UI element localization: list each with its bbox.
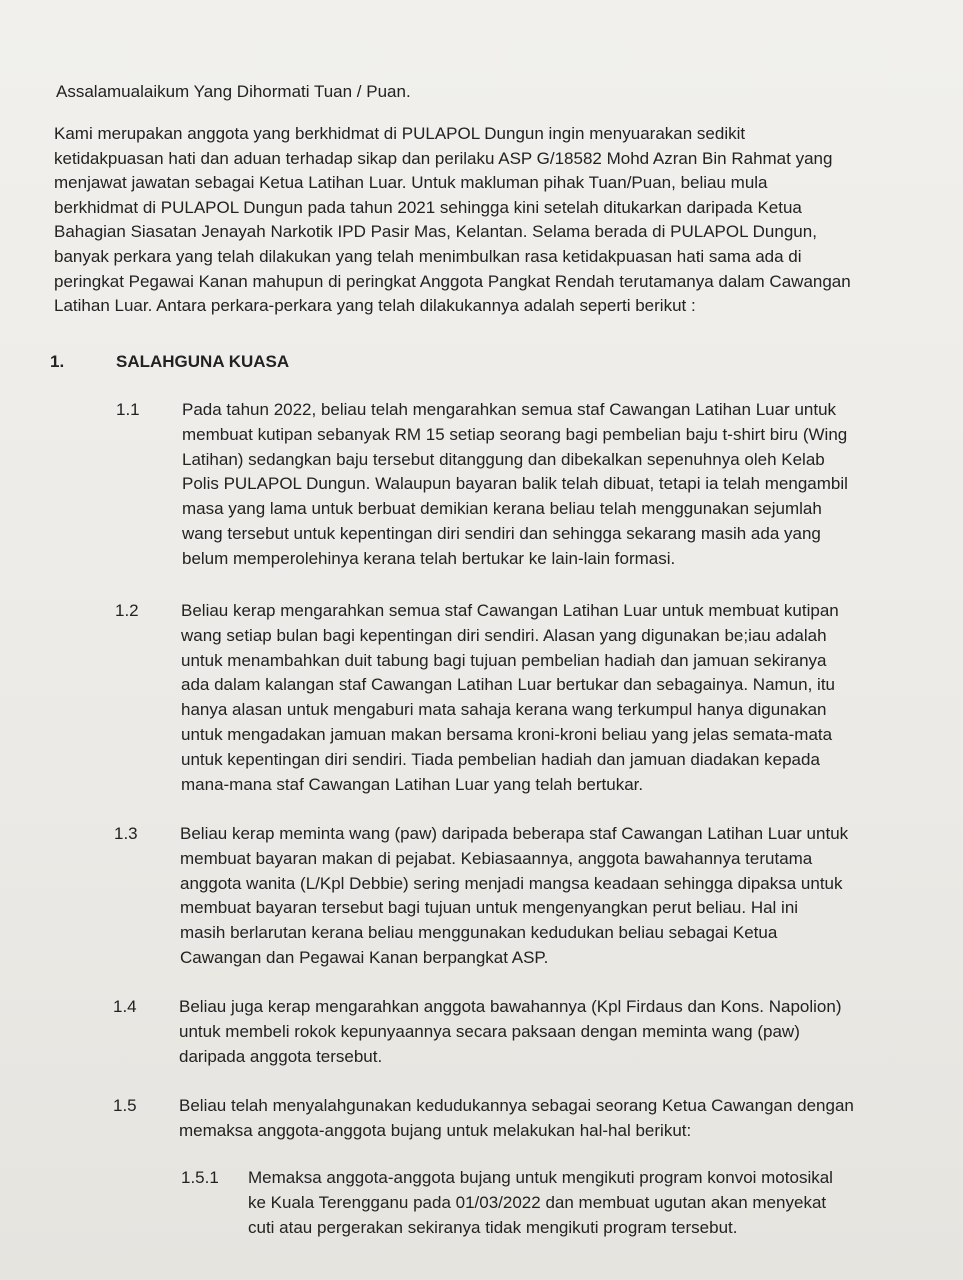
- item-body: [180, 822, 940, 971]
- item-line: memaksa anggota-anggota bujang untuk melakukan hal-hal berikut:: [179, 1120, 692, 1140]
- item-line: Cawangan dan Pegawai Kanan berpangkat ASP.: [180, 947, 549, 967]
- item-line: wang setiap bulan bagi kepentingan diri sendiri. Alasan yang digunakan be;iau adalah: [181, 625, 827, 645]
- intro-line: Latihan Luar. Antara perkara-perkara yang telah dilakukannya adalah seperti berikut :: [54, 296, 696, 316]
- intro-line: menjawat jawatan sebagai Ketua Latihan Luar. Untuk makluman pihak Tuan/Puan, beliau mula: [54, 173, 768, 193]
- item-line: masih berlarutan kerana beliau menggunakan kedudukan beliau sebagai Ketua: [180, 923, 778, 943]
- item-body: [179, 995, 939, 1069]
- intro-line: ketidakpuasan hati dan aduan terhadap sikap dan perilaku ASP G/18582 Mohd Azran Bin Rahmat yang: [54, 148, 833, 168]
- intro-line: Kami merupakan anggota yang berkhidmat di PULAPOL Dungun ingin menyuarakan sedikit: [54, 124, 746, 143]
- item-line: wang tersebut untuk kepentingan diri sendiri dan sehingga sekarang masih ada yang: [182, 523, 821, 543]
- item-body: [248, 1166, 908, 1240]
- item-line: mana-mana staf Cawangan Latihan Luar yang telah bertukar.: [181, 774, 644, 794]
- item-body: [181, 599, 941, 797]
- item-line: membuat kutipan sebanyak RM 15 setiap seorang bagi pembelian baju t-shirt biru (Wing: [182, 424, 848, 444]
- intro-line: berkhidmat di PULAPOL Dungun pada tahun 2021 sehingga kini setelah ditukarkan daripada Ketua: [54, 197, 802, 217]
- item-line: Latihan) sedangkan baju tersebut ditanggung dan dibekalkan sepenuhnya oleh Kelab: [182, 449, 825, 469]
- item-line: ada dalam kalangan staf Cawangan Latihan Luar bertukar dan sebagainya. Namun, itu: [181, 675, 835, 695]
- item-number: 1.5: [113, 1096, 137, 1115]
- item-line: masa yang lama untuk berbuat demikian kerana beliau telah menggunakan sejumlah: [182, 499, 822, 519]
- intro-line: peringkat Pegawai Kanan mahupun di peringkat Anggota Pangkat Rendah terutamanya dalam Cawangan: [54, 271, 851, 291]
- section-heading: [50, 350, 289, 374]
- intro-line: Bahagian Siasatan Jenayah Narkotik IPD Pasir Mas, Kelantan. Selama berada di PULAPOL Dungun,: [54, 222, 817, 242]
- item-line: Memaksa anggota-anggota bujang untuk mengikuti program konvoi motosikal: [248, 1168, 833, 1187]
- item-number: 1.2: [115, 601, 139, 620]
- item-line: untuk kepentingan diri sendiri. Tiada pembelian hadiah dan jamuan diadakan kepada: [181, 749, 820, 769]
- item-line: untuk menambahkan duit tabung bagi tujuan pembelian hadiah dan jamuan sekiranya: [181, 650, 827, 670]
- item-line: membuat bayaran makan di pejabat. Kebiasaannya, anggota bawahannya terutama: [180, 848, 813, 868]
- intro-line: banyak perkara yang telah dilakukan yang telah menimbulkan rasa ketidakpuasan hati sama ada di: [54, 246, 802, 266]
- item-line: anggota wanita (L/Kpl Debbie) sering menjadi mangsa keadaan sehingga dipaksa untuk: [180, 873, 843, 893]
- greeting: Assalamualaikum Yang Dihormati Tuan / Puan.: [56, 82, 411, 101]
- item-line: ke Kuala Terengganu pada 01/03/2022 dan membuat ugutan akan menyekat: [248, 1192, 827, 1212]
- item-line: untuk mengadakan jamuan makan bersama kroni-kroni beliau yang jelas semata-mata: [181, 724, 833, 744]
- item-line: untuk membeli rokok kepunyaannya secara paksaan dengan meminta wang (paw): [179, 1021, 800, 1041]
- item-line: cuti atau pergerakan sekiranya tidak mengikuti program tersebut.: [248, 1217, 738, 1237]
- intro-paragraph: [54, 122, 934, 319]
- item-line: Beliau kerap mengarahkan semua staf Cawangan Latihan Luar untuk membuat kutipan: [181, 601, 839, 620]
- item-line: daripada anggota tersebut.: [179, 1046, 383, 1066]
- item-line: Beliau telah menyalahgunakan kedudukannya sebagai seorang Ketua Cawangan dengan: [179, 1096, 854, 1115]
- item-line: Beliau juga kerap mengarahkan anggota bawahannya (Kpl Firdaus dan Kons. Napolion): [179, 997, 842, 1016]
- item-body: [179, 1094, 939, 1144]
- section-number: 1.: [50, 352, 65, 371]
- section-title: SALAHGUNA KUASA: [116, 352, 290, 371]
- item-number: 1.1: [116, 400, 140, 419]
- item-line: Beliau kerap meminta wang (paw) daripada beberapa staf Cawangan Latihan Luar untuk: [180, 824, 849, 843]
- item-line: Polis PULAPOL Dungun. Walaupun bayaran balik telah dibuat, tetapi ia telah mengambil: [182, 474, 848, 494]
- item-line: belum memperolehinya kerana telah bertukar ke lain-lain formasi.: [182, 548, 676, 568]
- item-body: [182, 398, 942, 572]
- item-line: membuat bayaran tersebut bagi tujuan untuk mengenyangkan perut beliau. Hal ini: [180, 898, 799, 918]
- item-number: 1.3: [114, 824, 138, 843]
- item-number: 1.4: [113, 997, 137, 1016]
- item-line: hanya alasan untuk mengaburi mata sahaja kerana wang terkumpul hanya digunakan: [181, 700, 827, 720]
- item-line: Pada tahun 2022, beliau telah mengarahkan semua staf Cawangan Latihan Luar untuk: [182, 400, 837, 419]
- item-number: 1.5.1: [181, 1168, 219, 1187]
